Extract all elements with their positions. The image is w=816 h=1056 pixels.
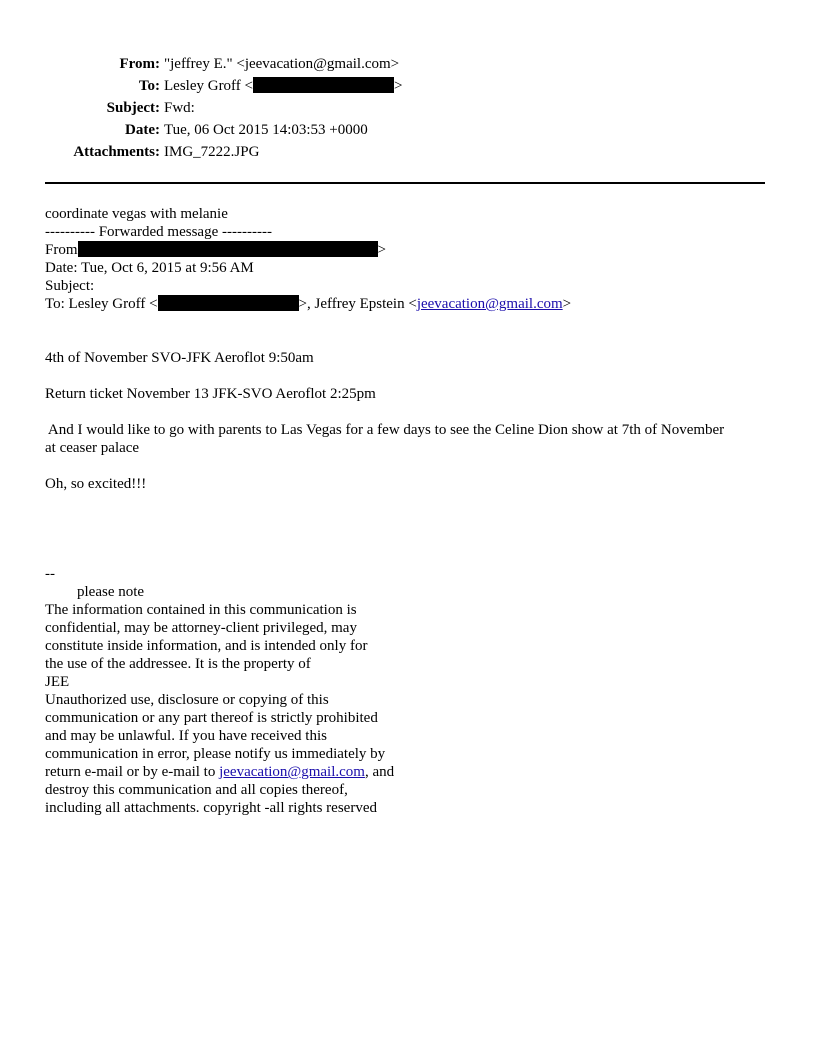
redaction-bar [253,77,394,93]
forwarded-subject: Subject: [45,278,95,294]
redaction-bar [158,295,299,311]
signature-line: JEE [45,674,70,690]
from-label: From: [119,56,160,72]
signature-line: communication or any part thereof is strictly prohibited [45,710,378,726]
to-value: Lesley Groff < [164,78,253,94]
subject-label: Subject: [106,100,160,116]
forwarded-marker: ---------- Forwarded message ---------- [45,224,272,240]
signature-line: constitute inside information, and is intended only for [45,638,368,654]
header-from-row [0,53,816,75]
forwarded-from-line [45,241,785,259]
to-close: > [394,78,403,94]
vegas-text-line2: at ceaser palace [45,440,140,456]
subject-value: Fwd: [164,100,195,116]
signature-line: confidential, may be attorney-client privileged, may [45,620,357,636]
email-link[interactable]: jeevacation@gmail.com [416,296,563,312]
signature-line: the use of the addressee. It is the property of [45,656,311,672]
signature-line: communication in error, please notify us immediately by [45,746,386,762]
date-label: Date: [125,122,160,138]
signature-line: and may be unlawful. If you have received this [45,728,327,744]
forwarded-date: Date: Tue, Oct 6, 2015 at 9:56 AM [45,260,254,276]
vegas-text-line1: And I would like to go with parents to Las Vegas for a few days to see the Celine Dion show at 7th of November [45,422,725,438]
forwarded-to-middle: >, Jeffrey Epstein < [298,296,417,312]
email-body [45,205,785,817]
signature-line: destroy this communication and all copies thereof, [45,782,348,798]
signature-dashes: -- [45,566,55,582]
signature-please-note: please note [77,584,145,600]
header-divider [45,182,765,184]
email-header [0,53,816,163]
header-date-row [0,119,816,141]
attachments-value[interactable]: IMG_7222.JPG [164,144,260,160]
redaction-bar [78,241,378,257]
flight-out-text: 4th of November SVO-JFK Aeroflot 9:50am [45,350,314,366]
forwarded-to-line [45,295,785,313]
attachments-label: Attachments: [73,144,160,160]
forwarded-from-close: > [377,242,386,258]
header-subject-row [0,97,816,119]
intro-text: coordinate vegas with melanie [45,206,228,222]
signature-line: including all attachments. copyright -all rights reserved [45,800,377,816]
signature-line: The information contained in this communication is [45,602,357,618]
date-value: Tue, 06 Oct 2015 14:03:53 +0000 [164,122,368,138]
forwarded-to-close: > [562,296,572,312]
to-label: To: [138,78,160,94]
email-link[interactable]: jeevacation@gmail.com [219,764,365,780]
excited-text: Oh, so excited!!! [45,476,147,492]
forwarded-from-label: From [45,242,78,258]
signature-line: Unauthorized use, disclosure or copying of this [45,692,329,708]
signature-return-line [45,763,785,781]
forwarded-to-prefix: To: Lesley Groff < [45,296,158,312]
flight-return-text: Return ticket November 13 JFK-SVO Aeroflot 2:25pm [45,386,376,402]
signature-return-suffix: , and [364,764,395,780]
from-value: "jeffrey E." <jeevacation@gmail.com> [164,56,400,72]
header-attachments-row [0,141,816,163]
signature-return-prefix: return e-mail or by e-mail to [45,764,220,780]
header-to-row [0,75,816,97]
